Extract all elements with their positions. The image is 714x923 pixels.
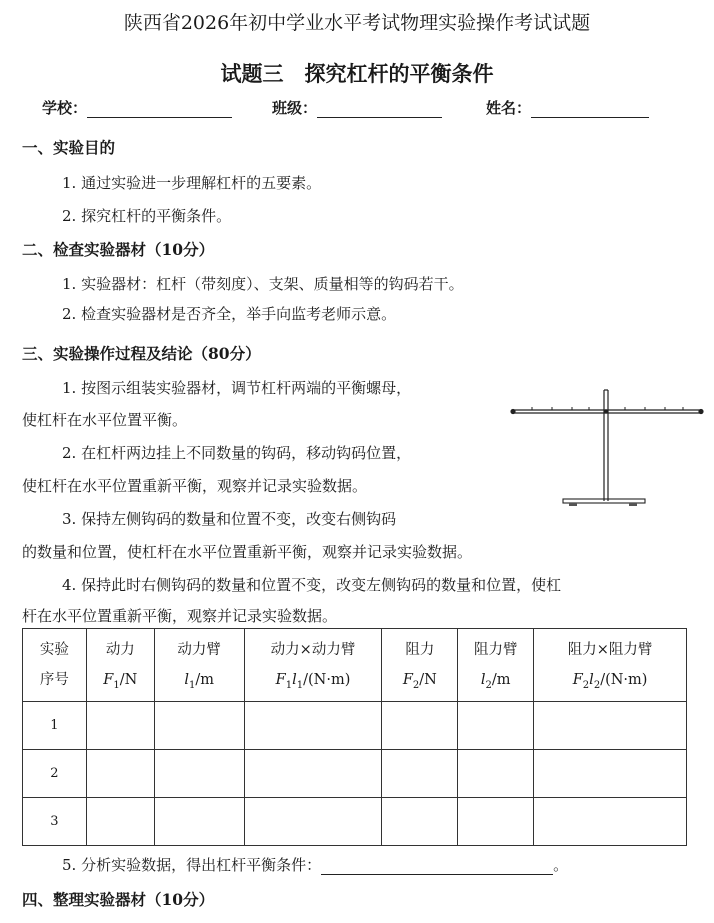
step-5-end: 。 xyxy=(553,856,569,874)
data-cell[interactable] xyxy=(382,702,458,750)
header-resistance-product xyxy=(534,629,687,702)
data-cell[interactable] xyxy=(458,702,534,750)
step-3-line-1: 3. 保持左侧钩码的数量和位置不变，改变右侧钩码 xyxy=(62,510,397,528)
trial-number-cell: 3 xyxy=(23,798,87,846)
data-cell[interactable] xyxy=(86,750,154,798)
section-2-item: 2. 检查实验器材是否齐全，举手向监考老师示意。 xyxy=(62,305,397,323)
symbol: F xyxy=(402,672,413,688)
symbol: F xyxy=(572,672,583,688)
class-field xyxy=(272,97,442,118)
section-1-heading: 一、实验目的 xyxy=(22,138,116,157)
data-cell[interactable] xyxy=(244,702,382,750)
header-label: 阻力臂 xyxy=(473,642,518,658)
class-label: 班级： xyxy=(272,99,318,117)
step-5-text: 5. 分析实验数据，得出杠杆平衡条件： xyxy=(62,856,322,874)
header-label: 动力×动力臂 xyxy=(270,642,356,658)
name-blank[interactable] xyxy=(531,101,649,118)
exam-title: 陕西省2026年初中学业水平考试物理实验操作考试试题 xyxy=(123,12,591,34)
subscript: 2 xyxy=(593,679,601,691)
data-cell[interactable] xyxy=(154,798,244,846)
data-cell[interactable] xyxy=(458,750,534,798)
unit: /N xyxy=(119,672,138,688)
subscript: 2 xyxy=(582,679,590,691)
step-2-line-2: 使杠杆在水平位置重新平衡，观察并记录实验数据。 xyxy=(22,477,368,495)
data-cell[interactable] xyxy=(382,798,458,846)
symbol: l xyxy=(589,672,594,688)
data-cell[interactable] xyxy=(154,750,244,798)
section-1-item: 2. 探究杠杆的平衡条件。 xyxy=(62,207,232,225)
data-cell[interactable] xyxy=(86,798,154,846)
class-blank[interactable] xyxy=(317,101,442,118)
table-row xyxy=(23,702,687,750)
header-label: 阻力×阻力臂 xyxy=(567,642,653,658)
step-4-line-1: 4. 保持此时右侧钩码的数量和位置不变，改变左侧钩码的数量和位置，使杠 xyxy=(62,576,562,594)
table-header-row xyxy=(23,629,687,702)
question-title: 试题三 探究杠杆的平衡条件 xyxy=(220,61,494,86)
table-row xyxy=(23,798,687,846)
data-cell[interactable] xyxy=(382,750,458,798)
data-cell[interactable] xyxy=(244,798,382,846)
school-label: 学校： xyxy=(42,99,88,117)
data-cell[interactable] xyxy=(154,702,244,750)
subscript: 1 xyxy=(188,679,196,691)
symbol: l xyxy=(184,672,189,688)
lever-apparatus-figure xyxy=(505,385,710,513)
header-label: 动力 xyxy=(105,642,135,658)
symbol: F xyxy=(103,672,114,688)
unit: /m xyxy=(195,672,214,688)
data-cell[interactable] xyxy=(534,798,687,846)
header-label: 实验 xyxy=(39,642,69,658)
symbol: l xyxy=(480,672,486,688)
data-cell[interactable] xyxy=(458,798,534,846)
step-1-line-2: 使杠杆在水平位置平衡。 xyxy=(22,411,188,429)
header-label: 动力臂 xyxy=(177,642,221,658)
subscript: 2 xyxy=(412,679,420,691)
name-field xyxy=(486,97,649,118)
symbol: l xyxy=(292,672,297,688)
header-resistance-force xyxy=(382,629,458,702)
name-label: 姓名： xyxy=(486,99,532,117)
step-5 xyxy=(62,854,568,875)
trial-number-cell: 1 xyxy=(23,702,87,750)
table-row xyxy=(23,750,687,798)
step-2-line-1: 2. 在杠杆两边挂上不同数量的钩码，移动钩码位置， xyxy=(62,444,412,462)
conclusion-blank[interactable] xyxy=(321,858,553,875)
header-label: 序号 xyxy=(39,672,69,688)
step-3-line-2: 的数量和位置，使杠杆在水平位置重新平衡，观察并记录实验数据。 xyxy=(22,543,473,561)
trial-number-cell: 2 xyxy=(23,750,87,798)
header-effort-arm xyxy=(154,629,244,702)
header-effort-force xyxy=(86,629,154,702)
unit: /(N·m) xyxy=(303,672,351,688)
symbol: F xyxy=(275,672,286,688)
section-2-item: 1. 实验器材：杠杆（带刻度）、支架、质量相等的钩码若干。 xyxy=(62,275,464,293)
data-cell[interactable] xyxy=(534,702,687,750)
subscript: 2 xyxy=(485,679,492,691)
data-cell[interactable] xyxy=(534,750,687,798)
header-effort-product xyxy=(244,629,382,702)
step-4-line-2: 杆在水平位置重新平衡，观察并记录实验数据。 xyxy=(22,607,338,625)
header-label: 阻力 xyxy=(405,642,435,658)
subscript: 1 xyxy=(113,679,120,691)
data-cell[interactable] xyxy=(86,702,154,750)
data-table xyxy=(22,628,687,846)
section-4-heading: 四、整理实验器材（10分） xyxy=(22,890,215,909)
header-trial-number xyxy=(23,629,87,702)
header-resistance-arm xyxy=(458,629,534,702)
section-1-item: 1. 通过实验进一步理解杠杆的五要素。 xyxy=(62,174,322,192)
school-field xyxy=(42,97,232,118)
step-1-line-1: 1. 按图示组装实验器材，调节杠杆两端的平衡螺母， xyxy=(62,379,412,397)
unit: /N xyxy=(419,672,437,688)
school-blank[interactable] xyxy=(87,101,232,118)
unit: /(N·m) xyxy=(600,672,648,688)
unit: /m xyxy=(491,672,511,688)
subscript: 1 xyxy=(296,679,304,691)
section-2-heading: 二、检查实验器材（10分） xyxy=(22,240,215,259)
data-cell[interactable] xyxy=(244,750,382,798)
subscript: 1 xyxy=(285,679,293,691)
section-3-heading: 三、实验操作过程及结论（80分） xyxy=(22,344,261,363)
